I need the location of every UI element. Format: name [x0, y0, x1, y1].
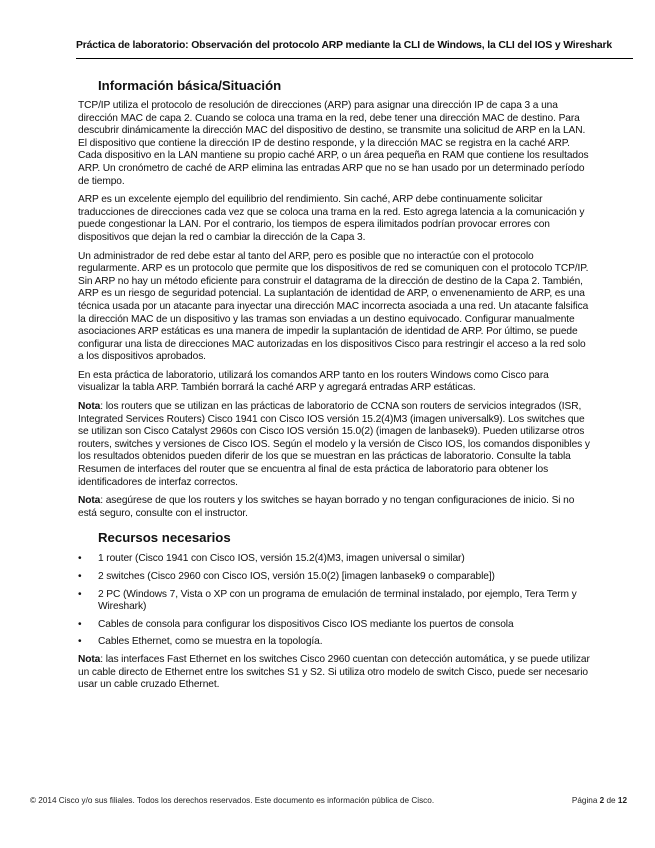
- header-divider: [76, 58, 633, 59]
- note-text: : asegúrese de que los routers y los switches se hayan borrado y no tengan configuraciones de inicio. Si no está seguro, consulte con el instructor.: [78, 495, 575, 519]
- note-text: : las interfaces Fast Ethernet en los switches Cisco 2960 cuentan con detección automática, y se puede utilizar un cable directo de Ethernet entre los switches S1 y S2. Si utiliza otro modelo de switch Cisco, puede ser necesario usar un cable cruzado Ethernet.: [78, 653, 590, 691]
- note-text: : los routers que se utilizan en las prácticas de laboratorio de CCNA son routers de servicios integrados (ISR, Integrated Services Routers) Cisco 1941 con Cisco IOS versión 15.2(4)M3 (imagen universalk9). Los switches que se utilizan son Cisco Catalyst 2960s con Cisco IOS versión 15.0(2) (imagen de lanbasek9). Pueden utilizarse otros routers, switches y versiones de Cisco IOS. Según el modelo y la versión de Cisco IOS, los comandos disponibles y los resultados obtenidos pueden diferir de los que se muestran en las prácticas de laboratorio. Consulte la tabla Resumen de interfaces del router que se encuentra al final de esta práctica de laboratorio para obtener los identificadores de interfaz correctos.: [78, 401, 590, 488]
- list-item: • 2 PC (Windows 7, Vista o XP con un programa de emulación de terminal instalado, por ejemplo, Tera Term y Wireshark): [78, 588, 577, 613]
- paragraph-arp-intro: TCP/IP utiliza el protocolo de resolución de direcciones (ARP) para asignar una dirección IP de capa 3 a una dirección MAC de capa 2. Cuando se coloca una trama en la red, debe tener una dirección MAC de destino. Para descubrir dinámicamente la dirección MAC del dispositivo de destino, se transmite una solicitud de ARP en la LAN. El dispositivo que contiene la dirección IP de destino responde, y la dirección MAC se registra en la caché ARP. Cada dispositivo en la LAN mantiene su propio caché ARP, o un área pequeña en RAM que contiene los resultados ARP. Un cronómetro de caché de ARP elimina las entradas ARP que no se han usado por un determinado período de tiempo.: [78, 100, 589, 187]
- resources-list: [78, 553, 590, 649]
- paragraph-lab-overview: En esta práctica de laboratorio, utilizará los comandos ARP tanto en los routers Windows como Cisco para visualizar la tabla ARP. También borrará la caché ARP y agregará entradas ARP estáticas.: [78, 369, 549, 394]
- list-item: • Cables de consola para configurar los dispositivos Cisco IOS mediante los puertos de consola: [78, 618, 514, 630]
- page-total: 12: [617, 796, 627, 805]
- note-fast-ethernet: [78, 654, 590, 692]
- section-heading-background: Información básica/Situación: [98, 78, 282, 93]
- paragraph-arp-security: Un administrador de red debe estar al tanto del ARP, pero es posible que no interactúe con el protocolo regularmente. ARP es un protocolo que permite que los dispositivos de red se comuniquen con el protocolo TCP/IP. Sin ARP no hay un método eficiente para construir el datagrama de la dirección de destino de la Capa 2. También, ARP es un riesgo de seguridad potencial. La suplantación de identidad de ARP, o envenenamiento de ARP, es una técnica usada por un atacante para inyectar una dirección MAC incorrecta asociada a una red. Un atacante falsifica la dirección MAC de un dispositivo y las tramas son enviadas a un destino equivocado. Configurar manualmente asociaciones ARP estáticas es una manera de impedir la suplantación de identidad de ARP. Por último, se puede configurar una lista de direcciones MAC autorizadas en los dispositivos Cisco para restringir el acceso a la red solo a los dispositivos aprobados.: [78, 250, 589, 363]
- list-item: • 1 router (Cisco 1941 con Cisco IOS, versión 15.2(4)M3, imagen universal o similar): [78, 553, 465, 565]
- note-label: Nota: [78, 401, 101, 413]
- bullet-icon: •: [78, 618, 82, 630]
- page-header-title: Práctica de laboratorio: Observación del protocolo ARP mediante la CLI de Windows, la CLI del IOS y Wireshark: [76, 40, 613, 51]
- bullet-icon: •: [78, 636, 82, 648]
- page-current: 2: [599, 796, 605, 805]
- note-label: Nota: [78, 495, 101, 507]
- list-item: • 2 switches (Cisco 2960 con Cisco IOS, versión 15.0(2) [imagen lanbasek9 o comparable]): [78, 571, 495, 582]
- footer-copyright: © 2014 Cisco y/o sus filiales. Todos los derechos reservados. Este documento es información pública de Cisco.: [30, 796, 435, 805]
- bullet-icon: •: [78, 553, 82, 565]
- page-number: Página 2 de 12: [571, 796, 627, 805]
- bullet-icon: •: [78, 571, 82, 582]
- note-label: Nota: [78, 653, 101, 665]
- bullet-icon: •: [78, 588, 82, 600]
- page-content: [78, 78, 590, 698]
- note-routers: [78, 401, 590, 489]
- page-footer: [30, 796, 627, 805]
- list-item: • Cables Ethernet, como se muestra en la topología.: [78, 636, 323, 648]
- paragraph-arp-performance: ARP es un excelente ejemplo del equilibrio del rendimiento. Sin caché, ARP debe continuamente solicitar traducciones de direcciones cada vez que se coloca una trama en la red. Esto agrega latencia a la comunicación y puede congestionar la LAN. Por el contrario, los tiempos de espera ilimitados podrían provocar errores con dispositivos que dejan la red o cambiar la dirección de la Capa 3.: [78, 194, 585, 243]
- note-erase-config: [78, 495, 590, 520]
- section-heading-resources: Recursos necesarios: [98, 530, 231, 546]
